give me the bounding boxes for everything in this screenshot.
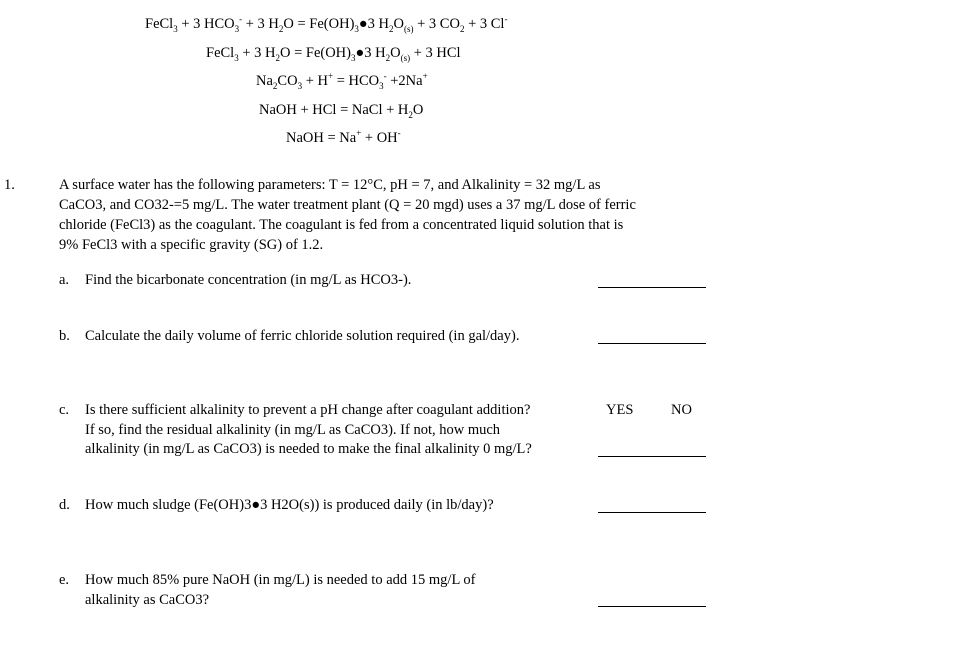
part-c-answer-blank[interactable] <box>598 456 706 457</box>
part-b-answer-blank[interactable] <box>598 343 706 344</box>
no-option[interactable]: NO <box>671 402 692 418</box>
part-b-question: Calculate the daily volume of ferric chloride solution required (in gal/day). <box>85 328 520 344</box>
part-c-question-line-1: Is there sufficient alkalinity to prevent a pH change after coagulant addition? <box>85 402 531 418</box>
part-d-letter: d. <box>59 497 70 513</box>
intro-line: CaCO3, and CO32-=5 mg/L. The water treatment plant (Q = 20 mgd) uses a 37 mg/L dose of ferric <box>59 197 636 213</box>
part-a-answer-blank[interactable] <box>598 287 706 288</box>
part-d-question: How much sludge (Fe(OH)3●3 H2O(s)) is produced daily (in lb/day)? <box>85 497 494 513</box>
part-d-answer-blank[interactable] <box>598 512 706 513</box>
intro-line: chloride (FeCl3) as the coagulant. The coagulant is fed from a concentrated liquid solution that is <box>59 217 624 233</box>
part-e-question-line-1: How much 85% pure NaOH (in mg/L) is needed to add 15 mg/L of <box>85 572 476 588</box>
part-e-answer-blank[interactable] <box>598 606 706 607</box>
part-c-question-line-2: If so, find the residual alkalinity (in mg/L as CaCO3). If not, how much <box>85 422 501 438</box>
part-a-question: Find the bicarbonate concentration (in mg/L as HCO3-). <box>85 272 412 288</box>
part-c-question-line-3: alkalinity (in mg/L as CaCO3) is needed to make the final alkalinity 0 mg/L? <box>85 441 532 457</box>
problem-intro <box>59 175 719 255</box>
equation-4: NaOH + HCl = NaCl + $H_2O$ <box>259 102 424 120</box>
equation-5: NaOH = Na+ + OH- <box>286 128 401 146</box>
intro-line: A surface water has the following parameters: T = 12°C, pH = 7, and Alkalinity = 32 mg/L as <box>59 177 601 193</box>
part-e-question-line-2: alkalinity as CaCO3? <box>85 592 210 608</box>
yes-option[interactable]: YES <box>606 402 634 418</box>
equation-2: FeCl$_3$ + 3 $H_2O$ = $Fe(OH)_3●3$ $H_2O_{(s)} + 3$ HCl <box>206 45 461 63</box>
equation-1: FeCl$_3$ + 3 $HCO_3^- + 3$ $H_2O$ = $Fe(OH)_3●3$ $H_2O_{(s)} + 3$ $CO_2 + 3$ Cl- <box>145 14 508 34</box>
equation-3: $Na_2CO_3 + H^+ = HCO_3^- +2Na^+$ <box>256 71 428 91</box>
part-b-letter: b. <box>59 328 70 344</box>
part-a-letter: a. <box>59 272 70 288</box>
intro-line: 9% FeCl3 with a specific gravity (SG) of 1.2. <box>59 237 324 253</box>
part-e-letter: e. <box>59 572 70 588</box>
part-c-letter: c. <box>59 402 70 418</box>
problem-number: 1. <box>4 177 15 193</box>
